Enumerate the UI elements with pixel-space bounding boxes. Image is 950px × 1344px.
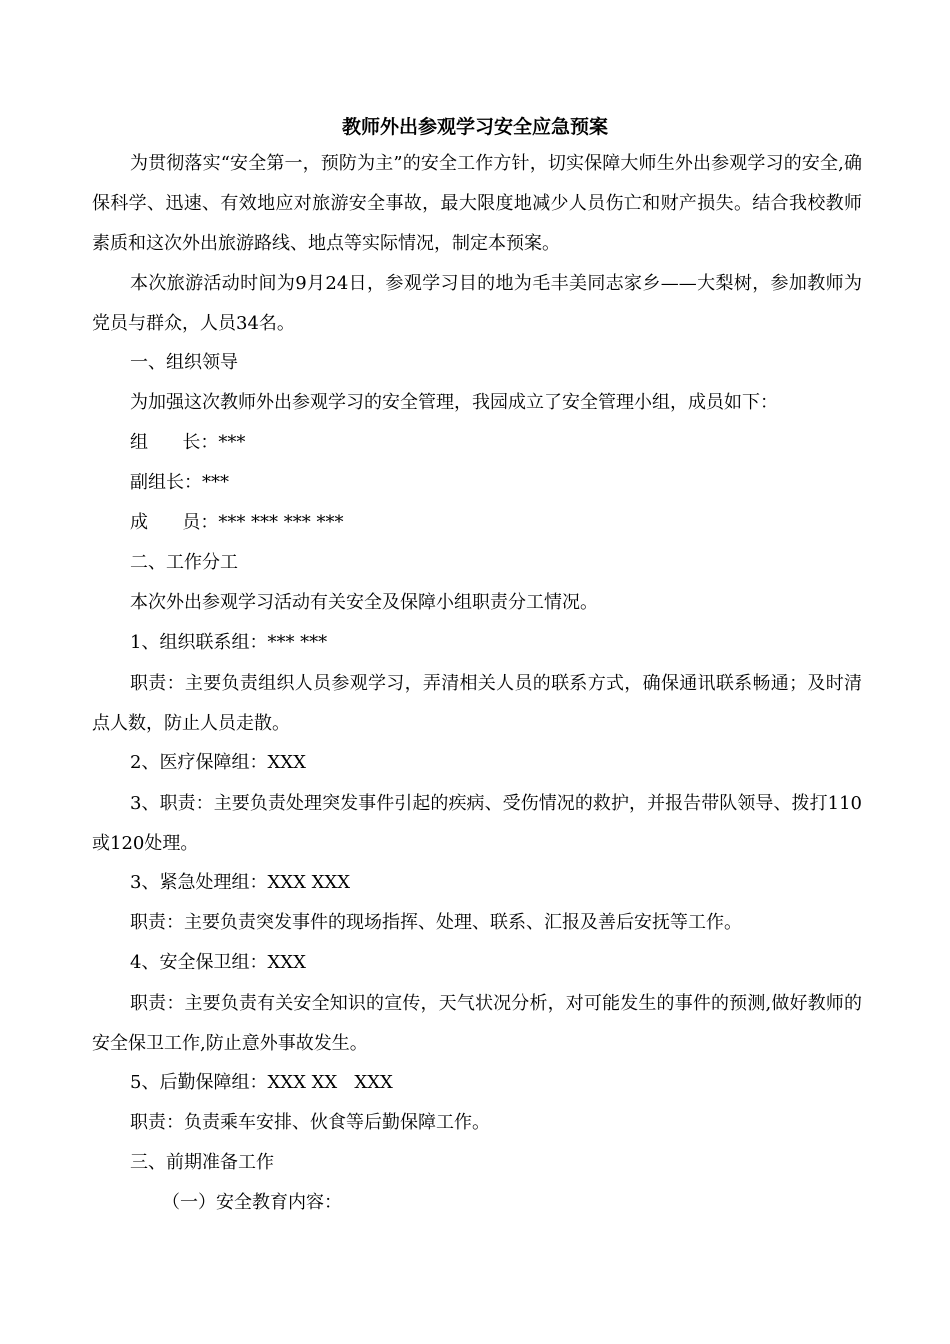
document-title: 教师外出参观学习安全应急预案 xyxy=(341,116,608,138)
duty-logistics-line: 职责：负责乘车安排、伙食等后勤保障工作。 xyxy=(130,1112,490,1133)
group-logistics-line: 5、后勤保障组：XXX XX XXX xyxy=(130,1072,393,1093)
subsection-safety-education: （一）安全教育内容： xyxy=(162,1192,342,1213)
members-line: 成 员：*** *** *** *** xyxy=(130,512,344,533)
organization-intro: 为加强这次教师外出参观学习的安全管理，我园成立了安全管理小组，成员如下： xyxy=(130,392,778,413)
duty-emergency-line: 职责：主要负责突发事件的现场指挥、处理、联系、汇报及善后安抚等工作。 xyxy=(130,912,742,933)
group-contact-line: 1、组织联系组：*** *** xyxy=(130,632,328,653)
duty-medical-paragraph: 3、职责：主要负责处理突发事件引起的疾病、受伤情况的救护，并报告带队领导、拨打110或120处理。 xyxy=(92,793,862,854)
deputy-line: 副组长：*** xyxy=(130,472,229,493)
intro-paragraph: 为贯彻落实“安全第一，预防为主”的安全工作方针，切实保障大师生外出参观学习的安全,确保科学、迅速、有效地应对旅游安全事故，最大限度地减少人员伤亡和财产损失。结合我校教师素质和这次外出旅游路线、地点等实际情况，制定本预案。 xyxy=(92,153,862,254)
group-emergency-line: 3、紧急处理组：XXX XXX xyxy=(130,872,351,893)
section-heading-organization: 一、组织领导 xyxy=(130,352,238,373)
group-security-line: 4、安全保卫组：XXX xyxy=(130,952,306,973)
leader-line: 组 长：*** xyxy=(130,432,246,453)
duty-security-paragraph: 职责：主要负责有关安全知识的宣传，天气状况分析，对可能发生的事件的预测,做好教师的安全保卫工作,防止意外事故发生。 xyxy=(92,993,862,1054)
section-heading-division: 二、工作分工 xyxy=(130,552,238,573)
division-intro: 本次外出参观学习活动有关安全及保障小组职责分工情况。 xyxy=(130,592,598,613)
activity-paragraph: 本次旅游活动时间为9月24日，参观学习目的地为毛丰美同志家乡——大梨树，参加教师为党员与群众，人员34名。 xyxy=(92,273,862,334)
group-medical-line: 2、医疗保障组：XXX xyxy=(130,752,306,773)
section-heading-preparation: 三、前期准备工作 xyxy=(130,1152,274,1173)
duty-contact-paragraph: 职责：主要负责组织人员参观学习，弄清相关人员的联系方式，确保通讯联系畅通；及时清点人数，防止人员走散。 xyxy=(92,673,862,734)
